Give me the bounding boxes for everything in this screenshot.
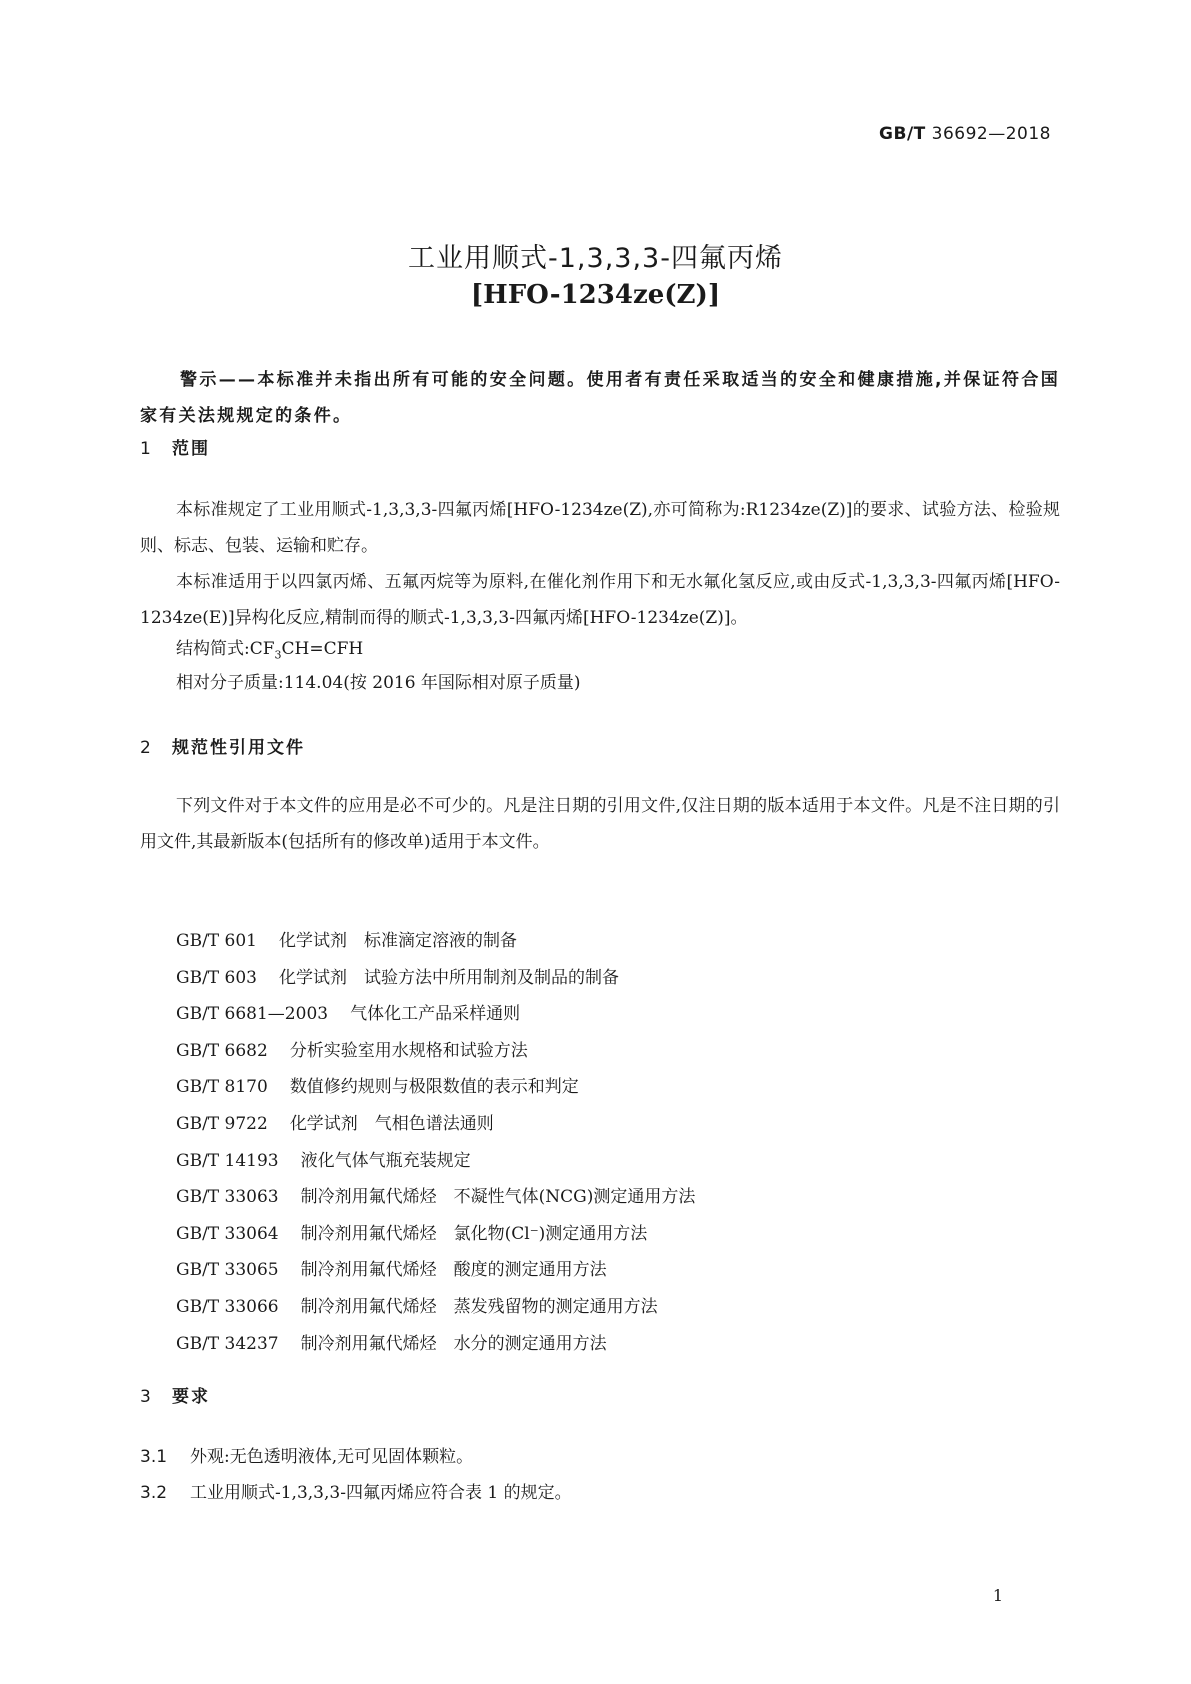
reference-code: GB/T 33063	[176, 1187, 279, 1208]
scope-paragraph-1: 本标准规定了工业用顺式-1,3,3,3-四氟丙烯[HFO-1234ze(Z),亦可简称为:R1234ze(Z)]的要求、试验方法、检验规则、标志、包装、运输和贮存。	[140, 500, 1060, 556]
structural-formula	[176, 634, 363, 661]
reference-title: 制冷剂用氟代烯烃 不凝性气体(NCG)测定通用方法	[300, 1187, 696, 1208]
reference-item	[176, 923, 695, 960]
reference-item	[176, 1179, 695, 1216]
reference-item	[176, 960, 695, 997]
clause-3-1	[140, 1442, 473, 1467]
reference-item	[176, 996, 695, 1033]
reference-title: 制冷剂用氟代烯烃 水分的测定通用方法	[300, 1333, 607, 1354]
document-title: 工业用顺式-1,3,3,3-四氟丙烯	[408, 243, 783, 274]
scope-paragraph-2: 本标准适用于以四氯丙烯、五氟丙烷等为原料,在催化剂作用下和无水氟化氢反应,或由反式-1,3,3,3-四氟丙烯[HFO-1234ze(E)]异构化反应,精制而得的顺式-1,3,3,3-四氟丙烯[HFO-1234ze(Z)]。	[140, 572, 1060, 628]
reference-item	[176, 1326, 695, 1363]
reference-title: 分析实验室用水规格和试验方法	[289, 1040, 528, 1061]
clause-number: 3.1	[140, 1447, 168, 1467]
section-title: 规范性引用文件	[172, 738, 305, 758]
reference-title: 液化气体气瓶充装规定	[300, 1150, 471, 1171]
reference-item	[176, 1033, 695, 1070]
formula-label: 结构简式:	[176, 639, 250, 659]
reference-title: 化学试剂 气相色谱法通则	[289, 1113, 494, 1134]
section-title: 要求	[172, 1387, 210, 1407]
reference-code: GB/T 34237	[176, 1333, 279, 1354]
reference-code: GB/T 8170	[176, 1077, 268, 1098]
section-2-heading	[140, 733, 305, 758]
reference-code: GB/T 603	[176, 967, 257, 988]
reference-code: GB/T 6682	[176, 1040, 268, 1061]
reference-item	[176, 1289, 695, 1326]
reference-title: 制冷剂用氟代烯烃 氯化物(Cl⁻)测定通用方法	[300, 1223, 648, 1244]
reference-code: GB/T 601	[176, 931, 257, 951]
molecular-mass: 相对分子质量:114.04(按 2016 年国际相对原子质量)	[176, 673, 581, 693]
clause-number: 3.2	[140, 1483, 168, 1503]
section-3-heading	[140, 1382, 210, 1407]
formula-part: CF	[249, 639, 275, 659]
section-number: 2	[140, 738, 151, 758]
section-1-heading	[140, 434, 210, 459]
reference-code: GB/T 14193	[176, 1150, 279, 1171]
reference-title: 制冷剂用氟代烯烃 蒸发残留物的测定通用方法	[300, 1296, 658, 1317]
document-subtitle	[0, 280, 1191, 310]
reference-item	[176, 1069, 695, 1106]
reference-code: GB/T 6681—2003	[176, 1004, 329, 1025]
reference-title: 气体化工产品采样通则	[350, 1004, 521, 1025]
reference-title: 化学试剂 标准滴定溶液的制备	[279, 931, 517, 951]
page-number: 1	[992, 1586, 1003, 1605]
reference-list	[176, 923, 695, 1362]
section-number: 1	[140, 439, 151, 459]
reference-title: 数值修约规则与极限数值的表示和判定	[289, 1077, 579, 1098]
section-title: 范围	[172, 439, 210, 459]
standard-code: 36692—2018	[931, 124, 1051, 144]
reference-code: GB/T 33064	[176, 1223, 279, 1244]
section-number: 3	[140, 1387, 151, 1407]
standard-prefix: GB/T	[879, 124, 926, 144]
formula-subscript: 3	[274, 648, 282, 662]
clause-text: 工业用顺式-1,3,3,3-四氟丙烯应符合表 1 的规定。	[190, 1483, 572, 1503]
reference-item	[176, 1143, 695, 1180]
reference-item	[176, 1216, 695, 1253]
warning-notice: 警示——本标准并未指出所有可能的安全问题。使用者有责任采取适当的安全和健康措施,并保证符合国家有关法规规定的条件。	[140, 370, 1060, 426]
clause-text: 外观:无色透明液体,无可见固体颗粒。	[190, 1447, 474, 1467]
reference-title: 制冷剂用氟代烯烃 酸度的测定通用方法	[300, 1260, 607, 1281]
reference-code: GB/T 33066	[176, 1296, 279, 1317]
reference-code: GB/T 33065	[176, 1260, 279, 1281]
clause-3-2	[140, 1478, 572, 1503]
reference-code: GB/T 9722	[176, 1113, 268, 1134]
reference-title: 化学试剂 试验方法中所用制剂及制品的制备	[279, 967, 619, 988]
product-code: [HFO-1234ze(Z)]	[470, 280, 721, 310]
standard-number	[879, 124, 1051, 144]
reference-item	[176, 1106, 695, 1143]
reference-item	[176, 1252, 695, 1289]
formula-part: CH=CFH	[281, 639, 364, 659]
references-intro: 下列文件对于本文件的应用是必不可少的。凡是注日期的引用文件,仅注日期的版本适用于本文件。凡是不注日期的引用文件,其最新版本(包括所有的修改单)适用于本文件。	[140, 796, 1060, 852]
